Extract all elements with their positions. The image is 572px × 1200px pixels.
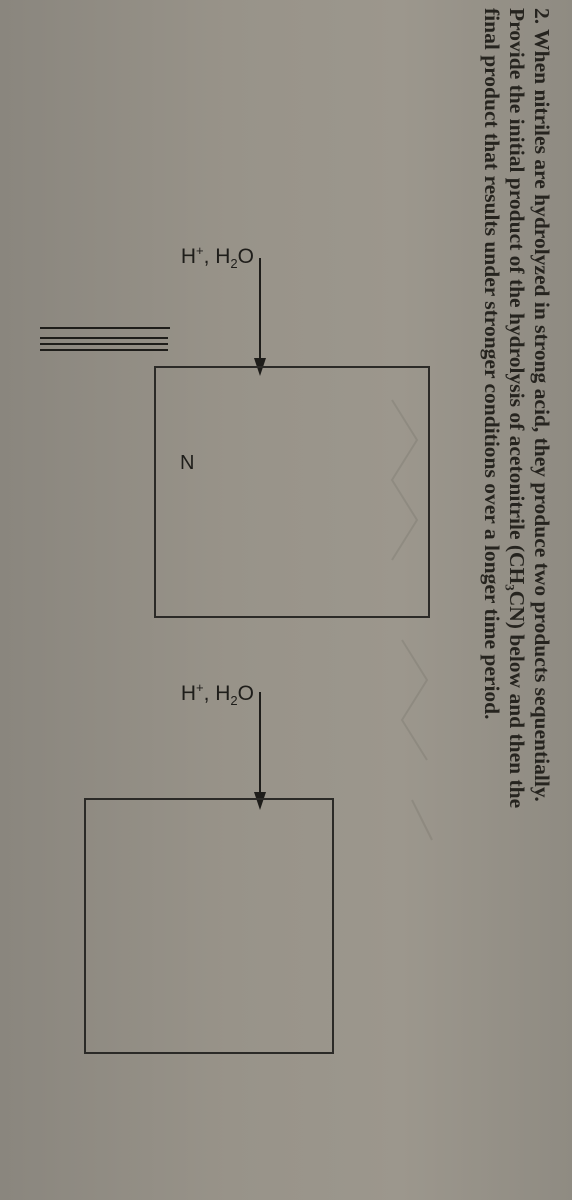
reagent-label-1: H+, $H_2O$ bbox=[180, 243, 254, 272]
question-line-3: final product that results under stronger conditions over a longer time period. bbox=[480, 8, 504, 720]
nitrogen-atom: N bbox=[180, 452, 195, 474]
reaction-arrow-2 bbox=[248, 692, 272, 812]
initial-product-answer-box[interactable] bbox=[154, 366, 430, 618]
final-product-answer-box[interactable] bbox=[84, 798, 334, 1054]
reagent-label-2: H+, $H_2O$ bbox=[180, 680, 254, 709]
question-line-1: 2. When nitriles are hydrolyzed in strong acid, they produce two products sequentially. bbox=[530, 8, 554, 802]
reaction-arrow-1 bbox=[248, 258, 272, 378]
question-line-2: Provide the initial product of the hydrolysis of acetonitrile (CH₃CN) below and then the bbox=[505, 8, 529, 809]
question-text bbox=[479, 8, 554, 1188]
